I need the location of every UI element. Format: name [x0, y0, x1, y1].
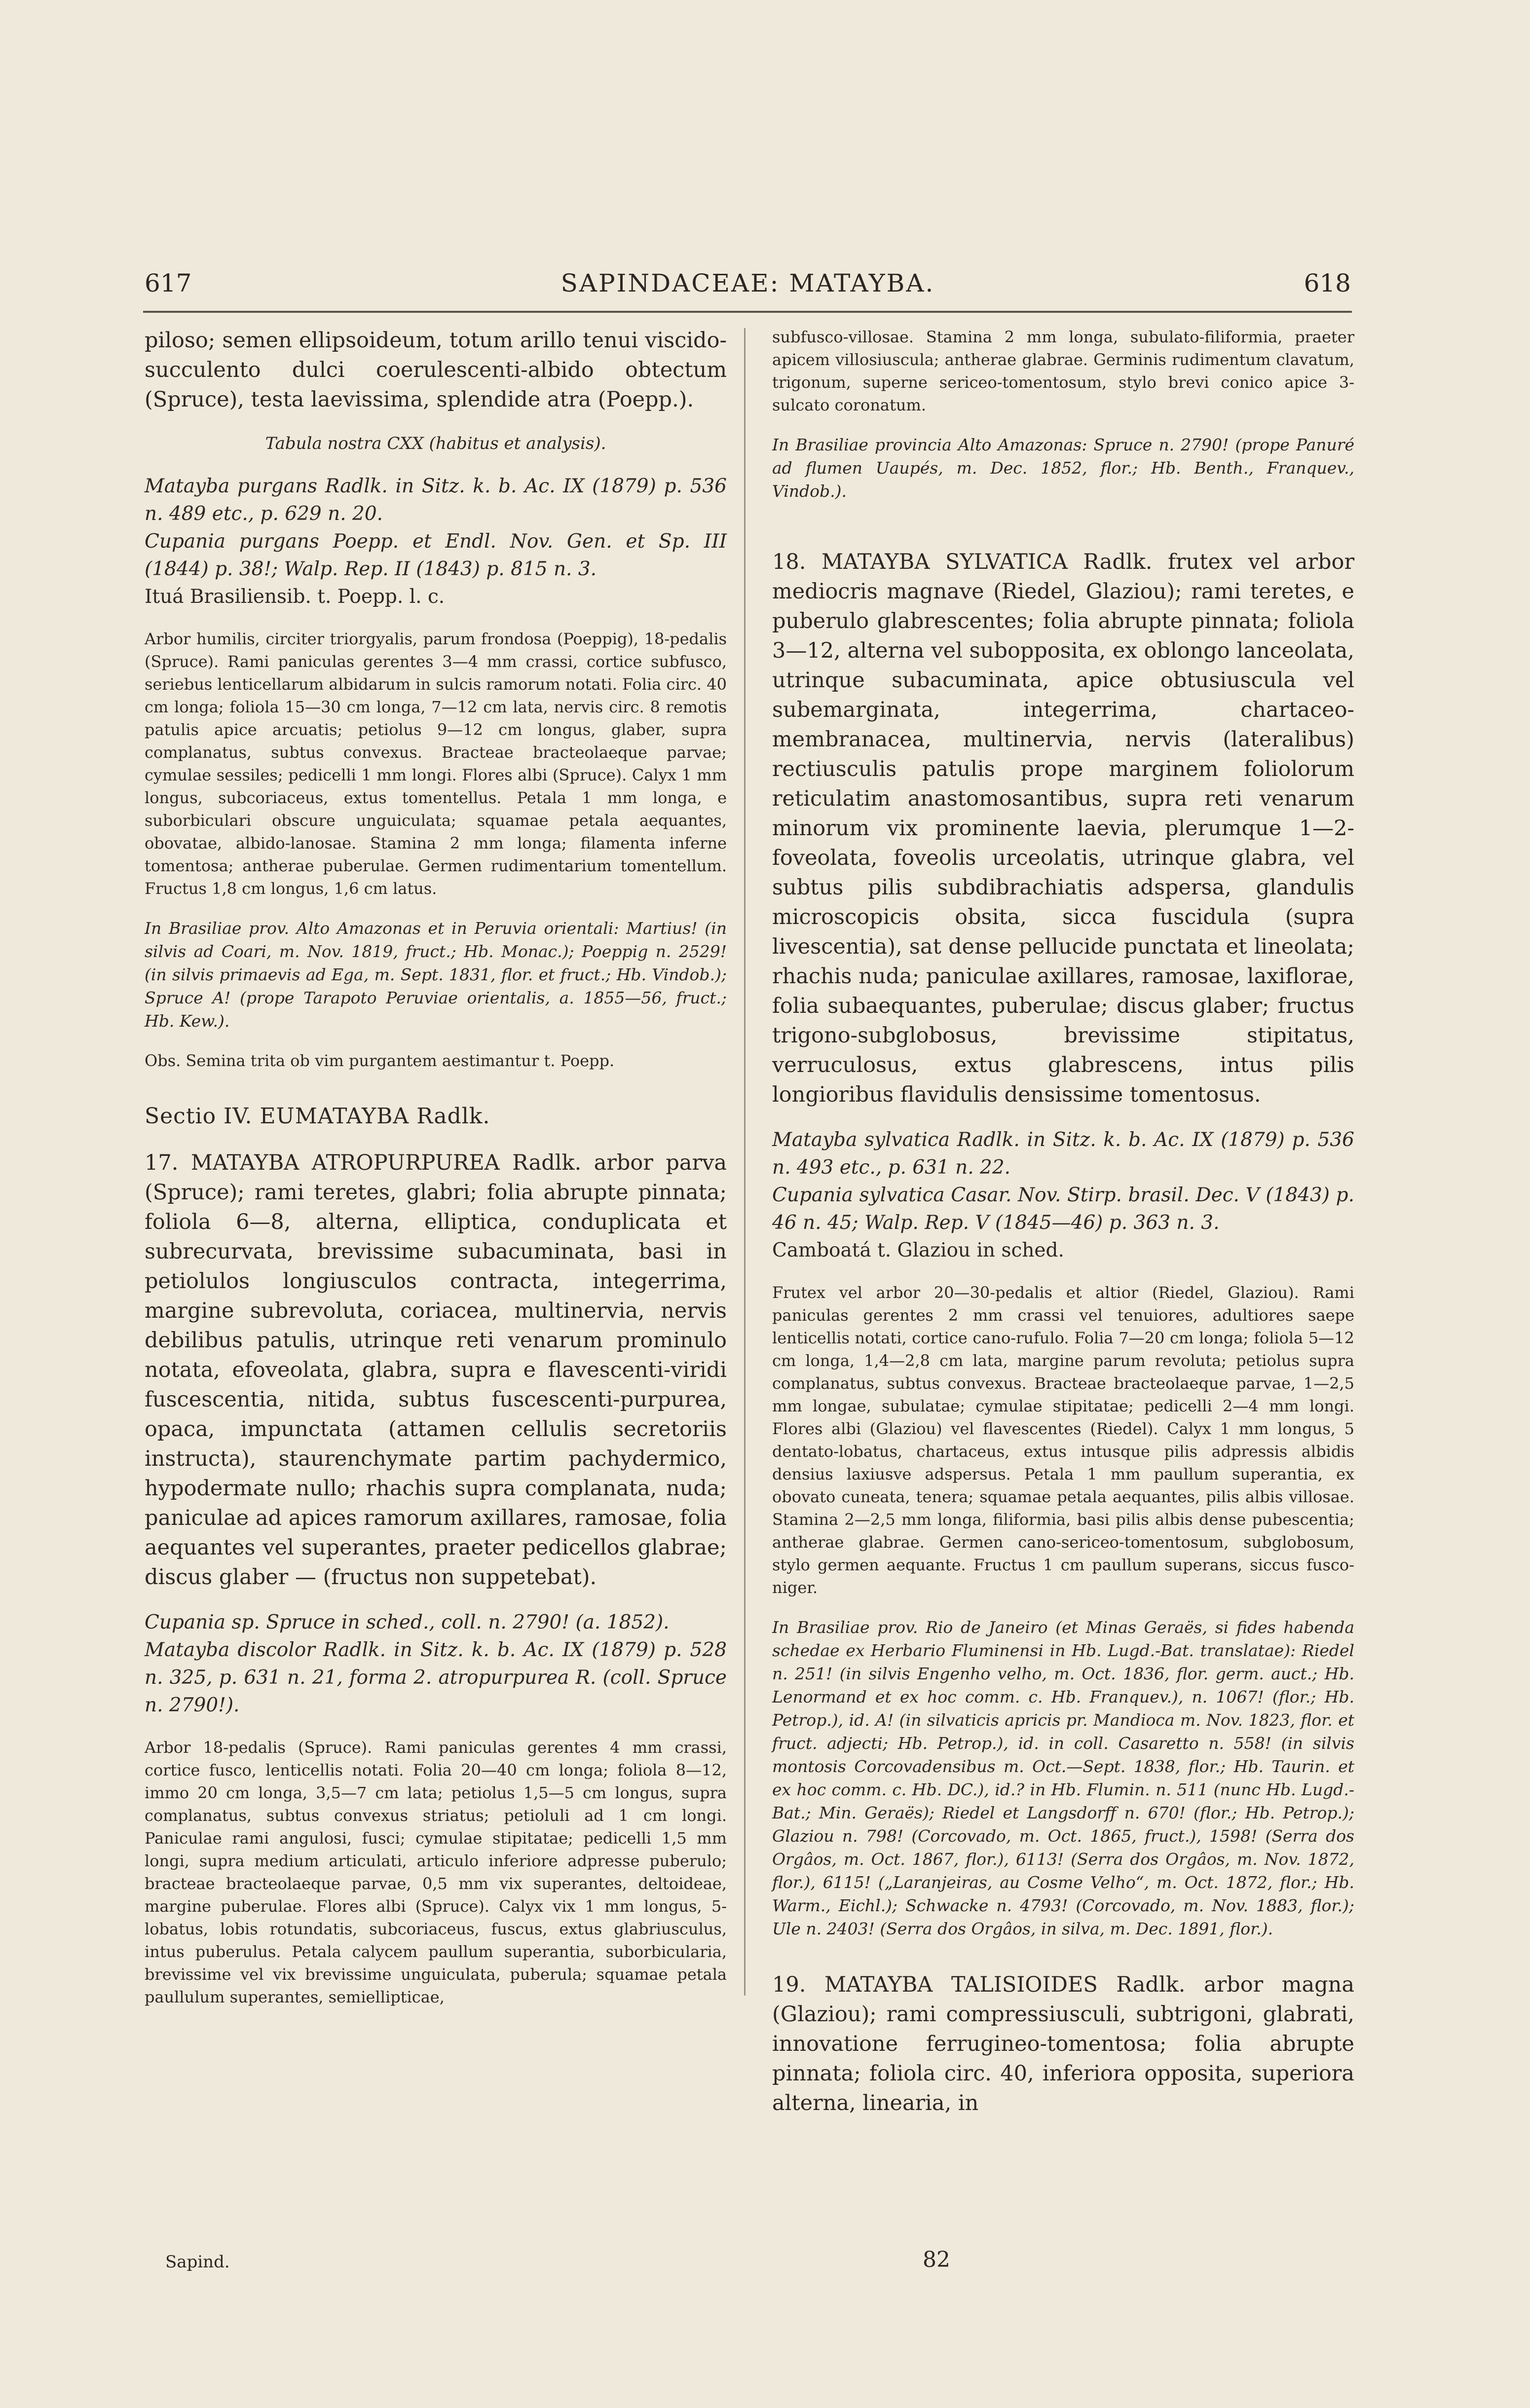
citation-cupania-sp: Cupania sp. Spruce in sched., coll. n. 2790! (a. 1852).: [145, 1611, 670, 1633]
header-rule: [143, 311, 1352, 313]
description-species-17: Arbor 18-pedalis (Spruce). Rami paniculas gerentes 4 mm crassi, cortice fusco, lenticellis notati. Folia 20—40 cm longa; foliola 8—12, immo 20 cm longa, 3,5—7 cm lata; petiolus 1,5—5 cm longus, supra complanatus, subtus convexus striatus; petioluli ad 1 cm longi. Paniculae rami angulosi, fusci; cymulae stipitatae; pedicelli 1,5 mm longi, supra medium articulati, articulo inferiore adpresse puberulo; bracteae bracteolaeque parvae, 0,5 mm vix superantes, deltoideae, margine puberulae. Flores albi (Spruce). Calyx vix 1 mm longus, 5-lobatus, lobis rotundatis, subcoriaceus, fuscus, extus glabriusculus, intus puberulus. Petala calycem paullum superantia, suborbicularia, brevissime vel vix brevissime unguiculata, puberula; squamae petala paullulum superantes, semiellipticae,: [145, 1738, 727, 2006]
left-column: [145, 326, 727, 2008]
section-heading: Sectio IV. EUMATAYBA Radlk.: [145, 1104, 490, 1129]
citation-matayba-discolor: Matayba discolor Radlk. in Sitz. k. b. Ac. IX (1879) p. 528 n. 325, p. 631 n. 21, forma 2. atropurpurea R. (coll. Spruce n. 2790!).: [145, 1639, 727, 1716]
locality-species-17: In Brasiliae provincia Alto Amazonas: Spruce n. 2790! (prope Panuré ad flumen Uaupés, m. Dec. 1852, flor.; Hb. Benth., Franquev., Vindob.).: [772, 435, 1354, 501]
citation-cupania-purgans: Cupania purgans Poepp. et Endl. Nov. Gen. et Sp. III (1844) p. 38!; Walp. Rep. II (1843) p. 815 n. 3.: [145, 530, 727, 580]
plate-reference: Tabula nostra CXX (habitus et analysis).: [265, 434, 606, 453]
citation-matayba-sylvatica: Matayba sylvatica Radlk. in Sitz. k. b. Ac. IX (1879) p. 536 n. 493 etc., p. 631 n. 22.: [772, 1129, 1354, 1179]
signature-mark: 82: [923, 2247, 950, 2272]
species-18-diagnosis: 18. MATAYBA SYLVATICA Radlk. frutex vel arbor mediocris magnave (Riedel, Glaziou); rami teretes, e puberulo glabrescentes; folia abrupte pinnata; foliola 3—12, alterna vel subopposita, ex oblongo lanceolata, utrinque subacuminata, apice obtusiuscula vel subemarginata, integerrima, chartaceo-membranacea, multinervia, nervis (lateralibus) rectiusculis patulis prope marginem foliolorum reticulatim anastomosantibus, supra reti venarum minorum vix prominente laevia, plerumque 1—2-foveolata, foveolis urceolatis, utrinque glabra, vel subtus pilis subdibrachiatis adspersa, glandulis microscopicis obsita, sicca fuscidula (supra livescentia), sat dense pellucide punctata et lineolata; rhachis nuda; paniculae axillares, ramosae, laxiflorae, folia subaequantes, puberulae; discus glaber; fructus trigono-subglobosus, brevissime stipitatus, verruculosus, extus glabrescens, intus pilis longioribus flavidulis densissime tomentosus.: [772, 550, 1354, 1107]
page-number-right: 618: [1304, 269, 1351, 297]
description-species-17-continued: subfusco-villosae. Stamina 2 mm longa, subulato-filiformia, praeter apicem villosiuscula; antherae glabrae. Germinis rudimentum clavatum, trigonum, superne sericeo-tomentosum, stylo brevi conico apice 3-sulcato coronatum.: [772, 328, 1354, 414]
description-matayba-purgans: Arbor humilis, circiter triorgyalis, parum frondosa (Poeppig), 18-pedalis (Spruce). Rami paniculas gerentes 3—4 mm crassi, cortice subfusco, seriebus lenticellarum albidarum in sulcis ramorum notati. Folia circ. 40 cm longa; foliola 15—30 cm longa, 7—12 cm lata, nervis circ. 8 remotis patulis apice arcuatis; petiolus 9—12 cm longus, glaber, supra complanatus, subtus convexus. Bracteae bracteolaeque parvae; cymulae sessiles; pedicelli 1 mm longi. Flores albi (Spruce). Calyx 1 mm longus, subcoriaceus, extus tomentellus. Petala 1 mm longa, e suborbiculari obscure unguiculata; squamae petala aequantes, obovatae, albido-lanosae. Stamina 2 mm longa; filamenta inferne tomentosa; antherae puberulae. Germen rudimentarium tomentellum. Fructus 1,8 cm longus, 1,6 cm latus.: [145, 630, 727, 898]
description-species-18: Frutex vel arbor 20—30-pedalis et altior (Riedel, Glaziou). Rami paniculas gerentes 2 mm crassi vel tenuiores, adultiores saepe lenticellis notati, cortice cano-rufulo. Folia 7—20 cm longa; foliola 5—12 cm longa, 1,4—2,8 cm lata, margine parum revoluta; petiolus supra complanatus, subtus convexus. Bracteae bracteolaeque parvae, 1—2,5 mm longae, subulatae; cymulae stipitatae; pedicelli 2—4 mm longi. Flores albi (Glaziou) vel flavescentes (Riedel). Calyx 1 mm longus, 5 dentato-lobatus, chartaceus, extus intusque pilis adpressis albidis densius laxiusve adspersus. Petala 1 mm paullum superantia, ex obovato cuneata, tenera; squamae petala aequantes, pilis albis villosae. Stamina 2—2,5 mm longa, filiformia, basi pilis albis dense pubescentia; antherae glabrae. Germen cano-sericeo-tomentosum, subglobosum, stylo germen aequante. Fructus 1 cm paullum superans, siccus fusco-niger.: [772, 1283, 1354, 1597]
locality-matayba-purgans: In Brasiliae prov. Alto Amazonas et in Peruvia orientali: Martius! (in silvis ad Coari, m. Nov. 1819, fruct.; Hb. Monac.); Poeppig n. 2529! (in silvis primaevis ad Ega, m. Sept. 1831, flor. et fruct.; Hb. Vindob.); Spruce A! (prope Tarapoto Peruviae orientalis, a. 1855—56, fruct.; Hb. Kew.).: [145, 919, 727, 1031]
locality-species-18: In Brasiliae prov. Rio de Janeiro (et Minas Geraës, si fides habenda schedae ex Herbario Fluminensi in Hb. Lugd.-Bat. translatae): Riedel n. 251! (in silvis Engenho velho, m. Oct. 1836, flor. germ. auct.; Hb. Lenormand et ex hoc comm. c. Hb. Franquev.), n. 1067! (flor.; Hb. Petrop.), id. A! (in silvaticis apricis pr. Mandioca m. Nov. 1823, flor. et fruct. adjecti; Hb. Petrop.), id. in coll. Casaretto n. 558! (in silvis montosis Corcovadensibus m. Oct.—Sept. 1838, flor.; Hb. Taurin. et ex hoc comm. c. Hb. DC.), id.? in Hb. Flumin. n. 511 (nunc Hb. Lugd.-Bat.; Min. Geraës); Riedel et Langsdorff n. 670! (flor.; Hb. Petrop.); Glaziou n. 798! (Corcovado, m. Oct. 1865, fruct.), 1598! (Serra dos Orgâos, m. Oct. 1867, flor.), 6113! (Serra dos Orgâos, m. Nov. 1872, flor.), 6115! („Laranjeiras, au Cosme Velho“, m. Oct. 1872, flor.; Hb. Warm., Eichl.); Schwacke n. 4793! (Corcovado, m. Nov. 1883, flor.); Ule n. 2403! (Serra dos Orgâos, in silva, m. Dec. 1891, flor.).: [772, 1618, 1354, 1938]
vernacular-name: Ituá Brasiliensib. t. Poepp. l. c.: [145, 586, 445, 608]
column-divider: [744, 328, 746, 1996]
page-header: [145, 269, 1351, 313]
vernacular-name-camboata: Camboatá t. Glaziou in sched.: [772, 1239, 1064, 1261]
footer-signature: Sapind.: [165, 2252, 230, 2272]
page-number-left: 617: [145, 269, 192, 297]
species-17-diagnosis: 17. MATAYBA ATROPURPUREA Radlk. arbor parva (Spruce); rami teretes, glabri; folia abrupte pinnata; foliola 6—8, alterna, elliptica, conduplicata et subrecurvata, brevissime subacuminata, basi in petiolulos longiusculos contracta, integerrima, margine subrevoluta, coriacea, multinervia, nervis debilibus patulis, utrinque reti venarum prominulo notata, efoveolata, glabra, supra e flavescenti-viridi fuscescentia, nitida, subtus fuscescenti-purpurea, opaca, impunctata (attamen cellulis secretoriis instructa), staurenchymate partim pachydermico, hypodermate nullo; rhachis supra complanata, nuda; paniculae ad apices ramorum axillares, ramosae, folia aequantes vel superantes, praeter pedicellos glabrae; discus glaber — (fructus non suppetebat).: [145, 1150, 727, 1590]
citation-cupania-sylvatica: Cupania sylvatica Casar. Nov. Stirp. brasil. Dec. V (1843) p. 46 n. 45; Walp. Rep. V (1845—46) p. 363 n. 3.: [772, 1184, 1354, 1234]
species-19-diagnosis: 19. MATAYBA TALISIOIDES Radlk. arbor magna (Glaziou); rami compressiusculi, subtrigoni, glabrati, innovatione ferrugineo-tomentosa; folia abrupte pinnata; foliola circ. 40, inferiora opposita, superiora alterna, linearia, in: [772, 1972, 1354, 2115]
seed-description: piloso; semen ellipsoideum, totum arillo tenui viscido-succulento dulci coerulescenti-albido obtectum (Spruce), testa laevissima, splendide atra (Poepp.).: [145, 328, 727, 412]
observation-note: Obs. Semina trita ob vim purgantem aestimantur t. Poepp.: [145, 1051, 615, 1070]
citation-matayba-purgans: Matayba purgans Radlk. in Sitz. k. b. Ac. IX (1879) p. 536 n. 489 etc., p. 629 n. 20.: [145, 475, 727, 525]
running-title: SAPINDACEAE: MATAYBA.: [560, 269, 935, 297]
right-column: [772, 326, 1354, 2118]
